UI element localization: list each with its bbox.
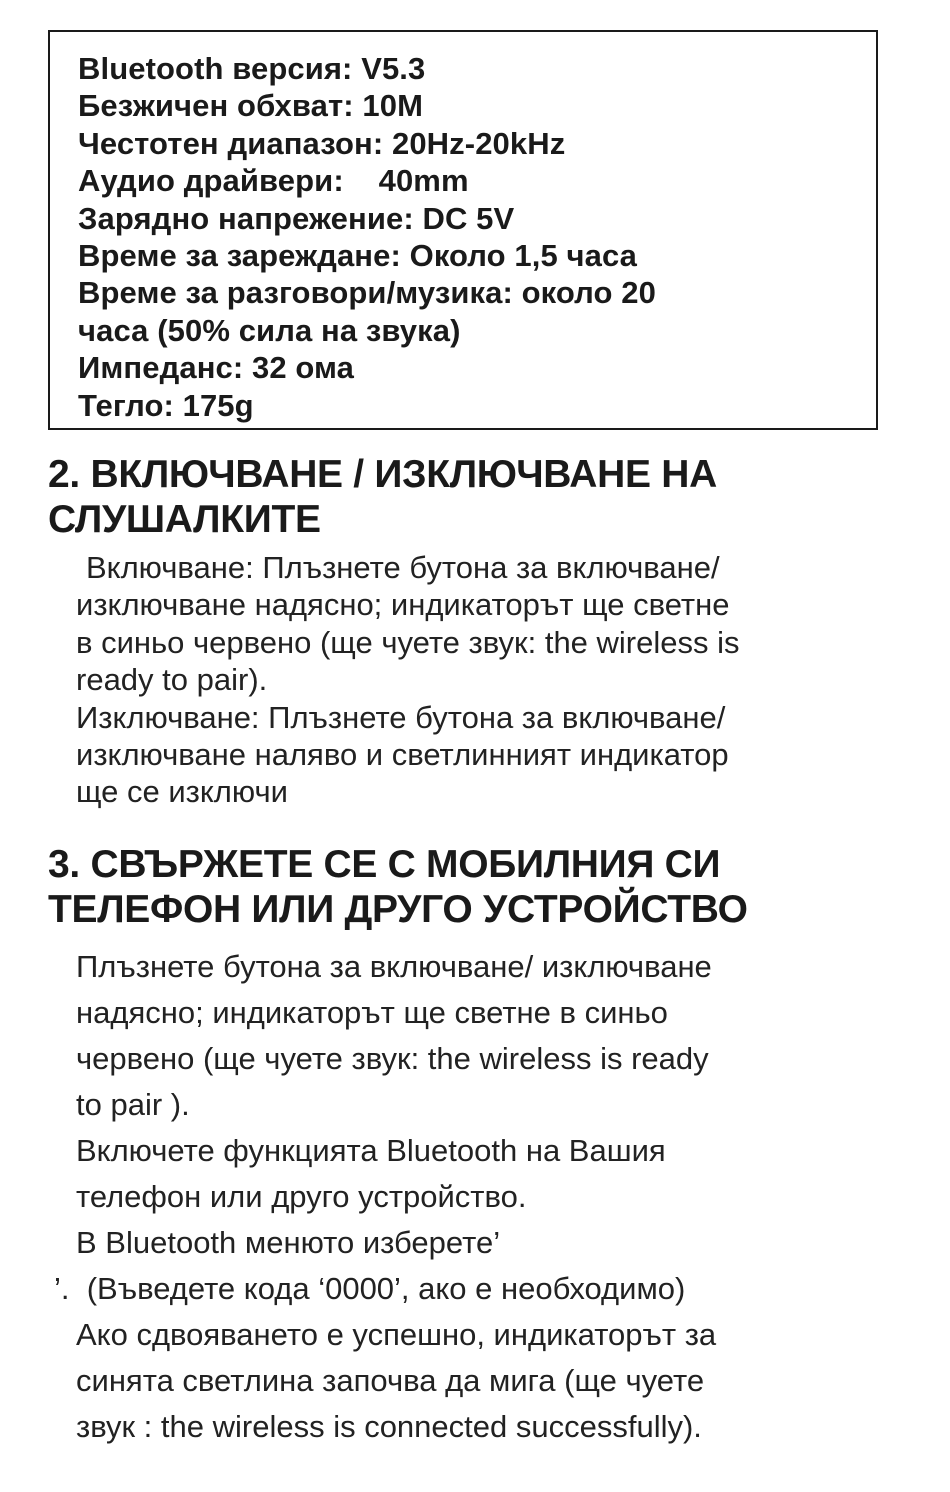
section-3-line: ’. (Въведете кода ‘0000’, ако е необходимо) — [54, 1271, 686, 1306]
spec-talk-music-time-continued: часа (50% сила на звука) — [78, 312, 461, 348]
section-3-line: звук : the wireless is connected successfully). — [76, 1409, 702, 1444]
specifications-box — [48, 30, 878, 430]
section-2-line: ready to pair). — [76, 662, 268, 698]
section-3-line: Плъзнете бутона за включване/ изключване — [76, 949, 712, 984]
spec-charging-voltage: Зарядно напрежение: DC 5V — [78, 200, 515, 236]
section-3-line: Ако сдвояването е успешно, индикаторът за — [76, 1317, 717, 1352]
spec-weight: Тегло: 175g — [78, 387, 254, 423]
spec-bluetooth-version: Bluetooth версия: V5.3 — [78, 51, 426, 86]
section-3-line: to pair ). — [76, 1087, 190, 1122]
section-2-body — [76, 549, 740, 811]
section-2-line: Включване: Плъзнете бутона за включване/ — [86, 550, 720, 585]
section-3-line: телефон или друго устройство. — [76, 1179, 527, 1214]
section-3-line: надясно; индикаторът ще светне в синьо — [76, 995, 668, 1030]
section-2-line: изключване надясно; индикаторът ще светне — [76, 587, 730, 623]
section-2-line: в синьо червено (ще чуете звук: the wireless is — [76, 624, 740, 660]
spec-charging-time: Време за зареждане: Около 1,5 часа — [78, 238, 638, 274]
spec-talk-music-time: Време за разговори/музика: около 20 — [78, 275, 656, 311]
section-2-line: ще се изключи — [76, 774, 288, 810]
section-2-title-line: 2. ВКЛЮЧВАНЕ / ИЗКЛЮЧВАНЕ НА — [48, 453, 717, 496]
section-3-title-line: 3. СВЪРЖЕТЕ СЕ С МОБИЛНИЯ СИ — [48, 843, 721, 886]
section-3-title-line: ТЕЛЕФОН ИЛИ ДРУГО УСТРОЙСТВО — [48, 888, 748, 931]
section-3-line: червено (ще чуете звук: the wireless is ready — [76, 1041, 709, 1076]
section-3-line: Включете функцията Bluetooth на Вашия — [76, 1133, 666, 1168]
section-3-title — [48, 842, 748, 932]
section-3-line: В Bluetooth менюто изберете’ — [76, 1225, 501, 1260]
spec-audio-drivers: Аудио драйвери: 40mm — [78, 163, 469, 199]
section-2-title-line: СЛУШАЛКИТЕ — [48, 498, 321, 541]
spec-frequency-range: Честотен диапазон: 20Hz-20kHz — [78, 125, 566, 161]
section-2-title — [48, 452, 717, 542]
section-2-line: Изключване: Плъзнете бутона за включване/ — [76, 699, 726, 735]
spec-impedance: Импеданс: 32 ома — [78, 350, 354, 386]
spec-wireless-range: Безжичен обхват: 10M — [78, 88, 423, 124]
section-2-line: изключване наляво и светлинният индикатор — [76, 737, 729, 773]
section-3-body — [54, 944, 717, 1450]
section-3-line: синята светлина започва да мига (ще чуете — [76, 1363, 705, 1398]
